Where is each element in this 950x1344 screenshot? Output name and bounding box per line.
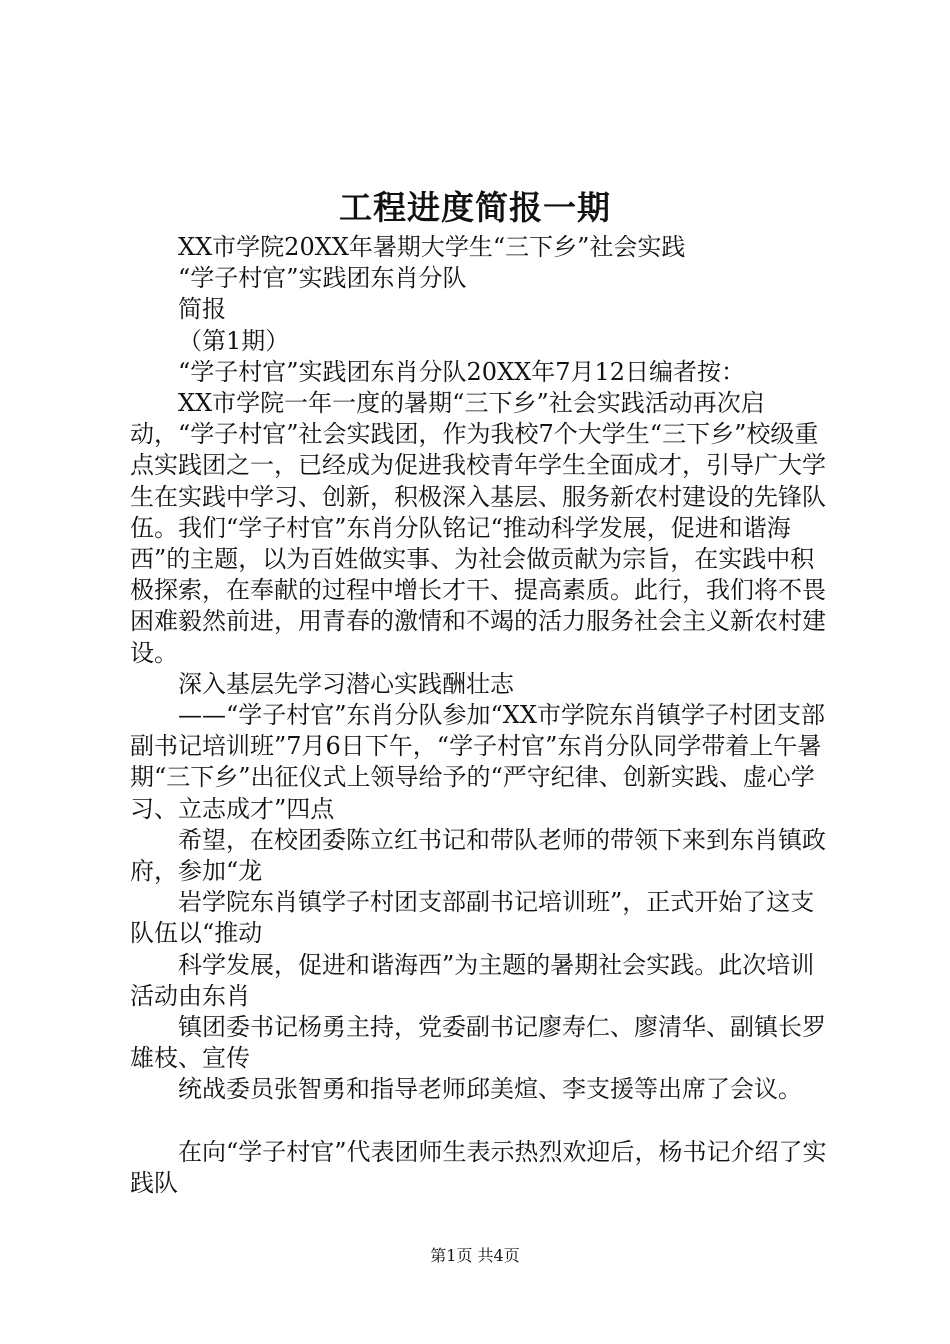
paragraph: （第1期） [178,326,290,355]
paragraph: “学子村官”实践团东肖分队20XX年7月12日编者按： [178,357,746,386]
paragraph: 岩学院东肖镇学子村团支部副书记培训班”，正式开始了这支队伍以“推动 [130,888,815,948]
paragraph: 统战委员张智勇和指导老师邱美煊、李支援等出席了会议。 [178,1075,802,1104]
document-body [130,232,834,1199]
paragraph: 在向“学子村官”代表团师生表示热烈欢迎后，杨书记介绍了实践队 [130,1137,827,1198]
paragraph: 希望，在校团委陈立红书记和带队老师的带领下来到东肖镇政府，参加“龙 [130,825,826,886]
paragraph: ——“学子村官”东肖分队参加“XX市学院东肖镇学子村团支部副书记培训班”7月6日下午，“学子村官”东肖分队同学带着上午暑期“三下乡”出征仪式上领导给予的“严守纪律、创新实践、虚心学习、立志成才”四点 [130,701,825,823]
paragraph: 科学发展，促进和谐海西”为主题的暑期社会实践。此次培训活动由东肖 [130,950,815,1010]
document-title: 工程进度简报一期 [339,188,611,227]
paragraph: 简报 [178,295,226,324]
paragraph: XX市学院20XX年暑期大学生“三下乡”社会实践 [178,233,686,261]
paragraph: “学子村官”实践团东肖分队 [178,264,467,293]
paragraph: 镇团委书记杨勇主持，党委副书记廖寿仁、廖清华、副镇长罗雄枝、宣传 [130,1013,826,1073]
paragraph: XX市学院一年一度的暑期“三下乡”社会实践活动再次启动，“学子村官”社会实践团，作为我校7个大学生“三下乡”校级重点实践团之一，已经成为促进我校青年学生全面成才，引导广大学生在实践中学习、创新，积极深入基层、服务新农村建设的先锋队伍。我们“学子村官”东肖分队铭记“推动科学发展，促进和谐海西”的主题，以为百姓做实事、为社会做贡献为宗旨，在实践中积极探索，在奉献的过程中增长才干、提高素质。此行，我们将不畏困难毅然前进，用青春的激情和不竭的活力服务社会主义新农村建设。 [130,389,826,667]
section-heading: 深入基层先学习潜心实践酬壮志 [178,669,514,698]
paragraph-spacer [130,1106,834,1137]
page-number: 第1页 共4页 [430,1246,520,1265]
